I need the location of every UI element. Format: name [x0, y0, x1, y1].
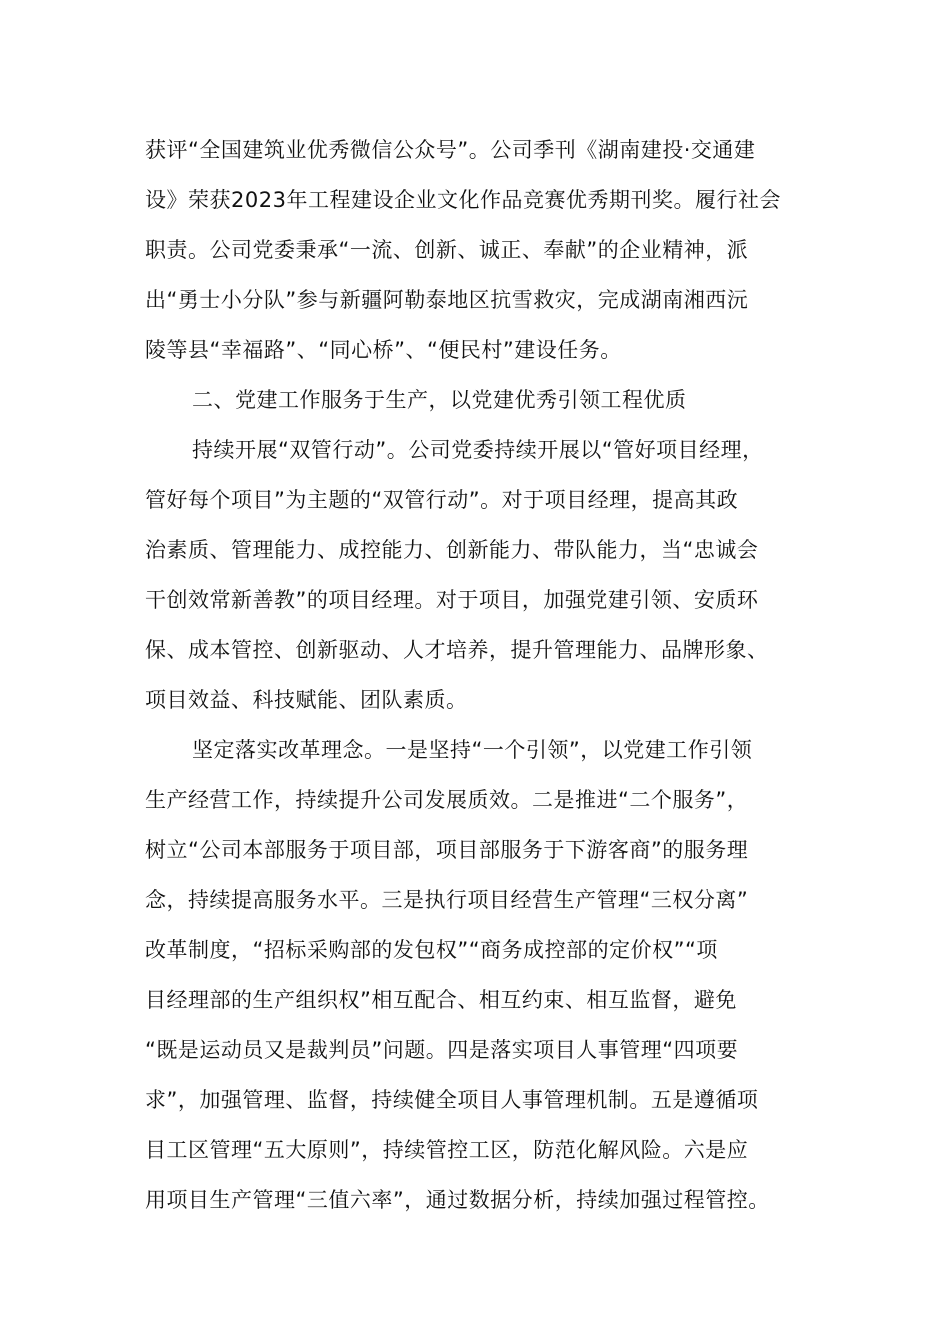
- text-line: 治素质、管理能力、成控能力、创新能力、带队能力，当“忠诚会: [145, 538, 759, 562]
- text-line: 持续开展“双管行动”。公司党委持续开展以“管好项目经理，: [192, 438, 764, 462]
- text-line: 职责。公司党委秉承“一流、创新、诚正、奉献”的企业精神，派: [145, 238, 749, 262]
- text-line: 改革制度，“招标采购部的发包权”“商务成控部的定价权”“项: [145, 938, 718, 962]
- text-line: 念，持续提高服务水平。三是执行项目经营生产管理“三权分离”: [145, 888, 749, 912]
- text-line: 目经理部的生产组织权”相互配合、相互约束、相互监督，避免: [145, 988, 737, 1012]
- text-line: 获评“全国建筑业优秀微信公众号”。公司季刊《湖南建投·交通建: [145, 138, 756, 162]
- text-line: 保、成本管控、创新驱动、人才培养，提升管理能力、品牌形象、: [145, 638, 769, 662]
- text-line: 出“勇士小分队”参与新疆阿勒泰地区抗雪救灾，完成湖南湘西沅: [145, 288, 749, 312]
- text-line: 用项目生产管理“三值六率”，通过数据分析，持续加强过程管控。: [145, 1188, 770, 1212]
- text-line: 坚定落实改革理念。一是坚持“一个引领”，以党建工作引领: [192, 738, 753, 762]
- text-line: 管好每个项目”为主题的“双管行动”。对于项目经理，提高其政: [145, 488, 739, 512]
- text-line: 陵等县“幸福路”、“同心桥”、“便民村”建设任务。: [145, 338, 622, 362]
- section-heading: 二、党建工作服务于生产，以党建优秀引领工程优质: [192, 388, 687, 412]
- text-line: 生产经营工作，持续提升公司发展质效。二是推进“二个服务”，: [145, 788, 749, 812]
- text-line: 树立“公司本部服务于项目部，项目部服务于下游客商”的服务理: [145, 838, 749, 862]
- text-line: 目工区管理“五大原则”，持续管控工区，防范化解风险。六是应: [145, 1138, 749, 1162]
- text-line: 干创效常新善教”的项目经理。对于项目，加强党建引领、安质环: [145, 588, 759, 612]
- text-line: 求”，加强管理、监督，持续健全项目人事管理机制。五是遵循项: [145, 1088, 759, 1112]
- text-line: 设》荣获2023年工程建设企业文化作品竞赛优秀期刊奖。履行社会: [145, 188, 781, 212]
- text-line: “既是运动员又是裁判员”问题。四是落实项目人事管理“四项要: [145, 1038, 739, 1062]
- text-line: 项目效益、科技赋能、团队素质。: [145, 688, 468, 712]
